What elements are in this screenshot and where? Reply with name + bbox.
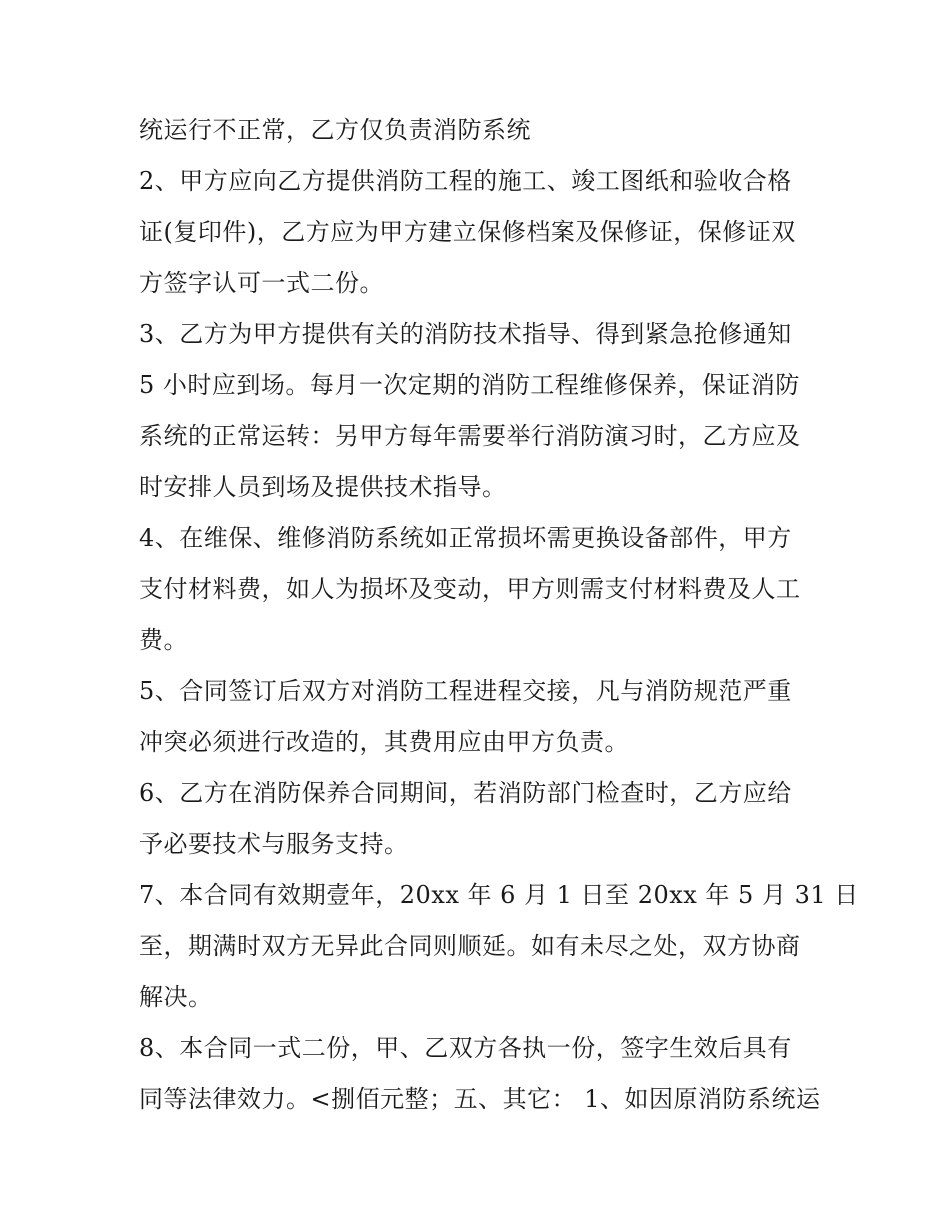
text-line: 冲突必须进行改造的，其费用应由甲方负责。 bbox=[139, 728, 629, 756]
text-line: 同等法律效力。<捌佰元整；五、其它： 1、如因原消防系统运 bbox=[139, 1085, 821, 1113]
text-line: 4、在维保、维修消防系统如正常损坏需更换设备部件，甲方 bbox=[139, 524, 792, 552]
text-line: 解决。 bbox=[139, 983, 213, 1011]
text-line: 6、乙方在消防保养合同期间，若消防部门检查时，乙方应给 bbox=[139, 779, 792, 807]
text-line: 7、本合同有效期壹年，20xx 年 6 月 1 日至 20xx 年 5 月 31 日 bbox=[139, 881, 859, 909]
text-line: 5、合同签订后双方对消防工程进程交接，凡与消防规范严重 bbox=[139, 677, 792, 705]
text-line: 证(复印件)，乙方应为甲方建立保修档案及保修证，保修证双 bbox=[139, 218, 796, 246]
text-line: 8、本合同一式二份，甲、乙双方各执一份，签字生效后具有 bbox=[139, 1034, 792, 1062]
text-line: 5 小时应到场。每月一次定期的消防工程维修保养，保证消防 bbox=[139, 371, 800, 399]
text-line: 3、乙方为甲方提供有关的消防技术指导、得到紧急抢修通知 bbox=[139, 320, 792, 348]
text-line: 时安排人员到场及提供技术指导。 bbox=[139, 473, 507, 501]
text-line: 方签字认可一式二份。 bbox=[139, 269, 384, 297]
document-body bbox=[139, 105, 859, 1125]
text-line: 费。 bbox=[139, 626, 188, 654]
text-line: 支付材料费，如人为损坏及变动，甲方则需支付材料费及人工 bbox=[139, 575, 801, 603]
text-line: 2、甲方应向乙方提供消防工程的施工、竣工图纸和验收合格 bbox=[139, 167, 792, 195]
text-line: 至，期满时双方无异此合同则顺延。如有未尽之处，双方协商 bbox=[139, 932, 801, 960]
text-line: 统运行不正常，乙方仅负责消防系统 bbox=[139, 116, 531, 144]
text-line: 系统的正常运转：另甲方每年需要举行消防演习时，乙方应及 bbox=[139, 422, 801, 450]
text-line: 予必要技术与服务支持。 bbox=[139, 830, 409, 858]
